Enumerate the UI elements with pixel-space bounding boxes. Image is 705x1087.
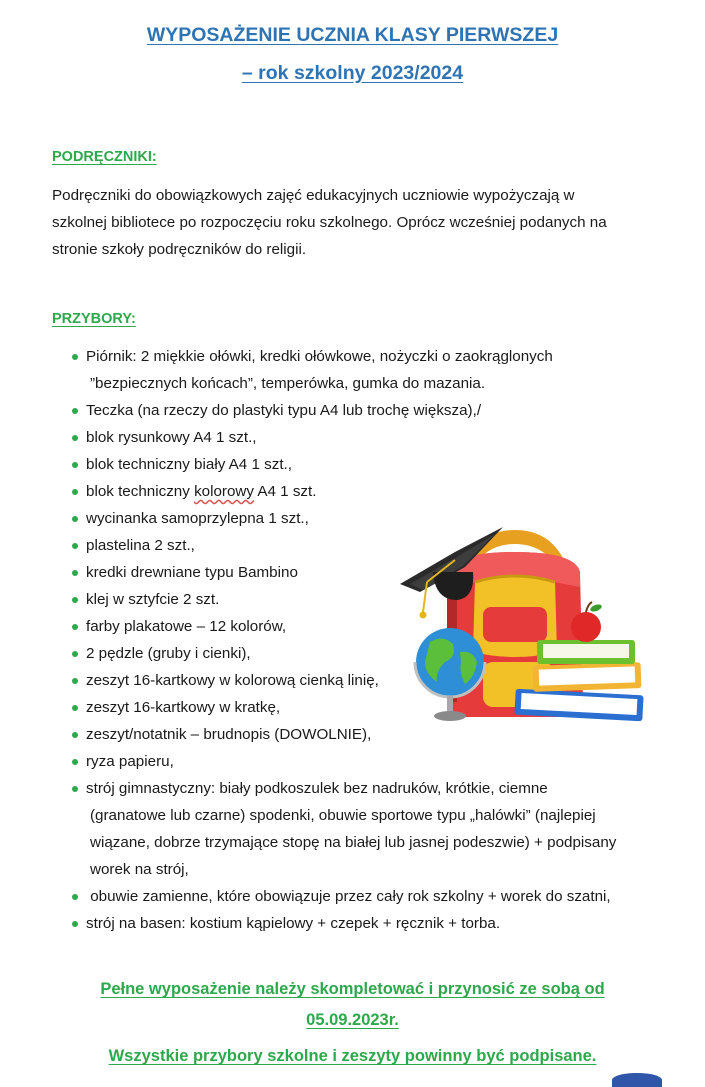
list-item: wycinanka samoprzylepna 1 szt., [70, 505, 670, 532]
textbooks-heading: PODRĘCZNIKI: [52, 149, 157, 165]
page-title: WYPOSAŻENIE UCZNIA KLASY PIERWSZEJ [146, 24, 559, 46]
footer-line: Pełne wyposażenie należy skompletować i przynosić ze sobą od [100, 980, 605, 998]
list-item: plastelina 2 szt., [70, 532, 670, 559]
school-backpack-illustration-icon [395, 512, 645, 737]
list-item: blok techniczny biały A4 1 szt., [70, 451, 670, 478]
list-item [70, 478, 670, 505]
list-item: farby plakatowe – 12 kolorów, [70, 613, 670, 640]
list-item [70, 775, 670, 883]
item-text: A4 1 szt. [254, 483, 317, 500]
item-text-continuation: worek na strój, [90, 861, 189, 878]
list-item: klej w sztyfcie 2 szt. [70, 586, 670, 613]
list-item: zeszyt/notatnik – brudnopis (DOWOLNIE), [70, 721, 670, 748]
list-item: obuwie zamienne, które obowiązuje przez cały rok szkolny + worek do szatni, [70, 883, 670, 910]
supplies-heading: PRZYBORY: [52, 311, 136, 327]
item-text: strój gimnastyczny: biały podkoszulek bez nadruków, krótkie, ciemne [86, 780, 548, 797]
paragraph-line: stronie szkoły podręczników do religii. [52, 241, 307, 258]
list-item: Teczka (na rzeczy do plastyki typu A4 lub trochę większa),/ [70, 397, 670, 424]
textbooks-paragraph [52, 182, 652, 263]
list-item: 2 pędzle (gruby i cienki), [70, 640, 670, 667]
footer-date: 05.09.2023r. [306, 1011, 399, 1029]
item-text: blok techniczny [86, 483, 195, 500]
paragraph-line: Podręczniki do obowiązkowych zajęć edukacyjnych uczniowie wypożyczają w [52, 187, 575, 204]
list-item: zeszyt 16-kartkowy w kolorową cienką linię, [70, 667, 670, 694]
list-item: blok rysunkowy A4 1 szt., [70, 424, 670, 451]
list-item [70, 343, 670, 397]
corner-decoration [612, 1073, 662, 1087]
list-item: zeszyt 16-kartkowy w kratkę, [70, 694, 670, 721]
spellcheck-word: kolorowy [194, 483, 254, 500]
footer-note: Wszystkie przybory szkolne i zeszyty powinny być podpisane. [108, 1047, 597, 1065]
item-text: Piórnik: 2 miękkie ołówki, kredki ołówkowe, nożyczki o zaokrąglonych [86, 348, 553, 365]
item-text-continuation: wiązane, dobrze trzymające stopę na białej lub jasnej podeszwie) + podpisany [90, 834, 617, 851]
list-item: kredki drewniane typu Bambino [70, 559, 670, 586]
item-text-continuation: (granatowe lub czarne) spodenki, obuwie sportowe typu „halówki” (najlepiej [90, 807, 596, 824]
item-text-continuation: ”bezpiecznych końcach”, temperówka, gumka do mazania. [90, 375, 486, 392]
list-item: ryza papieru, [70, 748, 670, 775]
school-year-subtitle: – rok szkolny 2023/2024 [241, 62, 464, 84]
paragraph-line: szkolnej bibliotece po rozpoczęciu roku szkolnego. Oprócz wcześniej podanych na [52, 214, 607, 231]
list-item: strój na basen: kostium kąpielowy + czepek + ręcznik + torba. [70, 910, 670, 937]
